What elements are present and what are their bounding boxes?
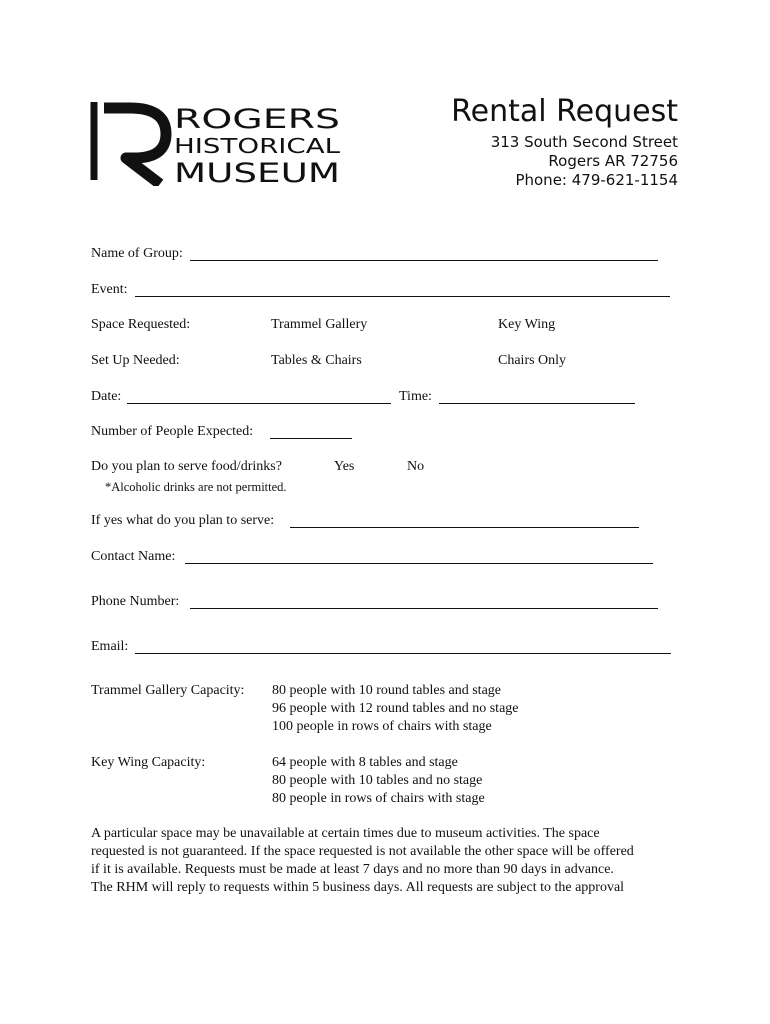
space-requested-label: Space Requested: bbox=[91, 317, 191, 332]
date-field[interactable] bbox=[127, 403, 391, 404]
food-drinks-label: Do you plan to serve food/drinks? bbox=[91, 459, 282, 474]
page-title: Rental Request bbox=[451, 94, 678, 129]
phone-number: Phone: 479-621-1154 bbox=[515, 171, 678, 189]
logo-r-mark bbox=[94, 102, 166, 184]
address-street: 313 South Second Street bbox=[490, 133, 678, 151]
policy-line: if it is available. Requests must be made at least 7 days and no more than 90 days in advance. bbox=[91, 862, 614, 877]
contact-name-field[interactable] bbox=[185, 563, 653, 564]
keywing-capacity-line: 80 people in rows of chairs with stage bbox=[272, 791, 485, 806]
phone-label: Phone Number: bbox=[91, 594, 180, 609]
serve-label: If yes what do you plan to serve: bbox=[91, 513, 275, 528]
event-field[interactable] bbox=[135, 296, 670, 297]
food-option-no[interactable]: No bbox=[407, 459, 425, 474]
time-field[interactable] bbox=[439, 403, 635, 404]
logo-line-3: MUSEUM bbox=[174, 158, 340, 186]
keywing-capacity-line: 64 people with 8 tables and stage bbox=[272, 755, 458, 770]
setup-option-tables[interactable]: Tables & Chairs bbox=[271, 353, 362, 368]
policy-line: requested is not guaranteed. If the space requested is not available the other space will be offered bbox=[91, 844, 634, 859]
logo-line-1: ROGERS bbox=[174, 104, 340, 135]
food-option-yes[interactable]: Yes bbox=[334, 459, 355, 474]
setup-label: Set Up Needed: bbox=[91, 353, 180, 368]
trammel-capacity-line: 80 people with 10 round tables and stage bbox=[272, 683, 502, 698]
people-expected-field[interactable] bbox=[270, 438, 352, 439]
keywing-capacity-line: 80 people with 10 tables and no stage bbox=[272, 773, 483, 788]
time-label: Time: bbox=[399, 389, 432, 404]
museum-logo bbox=[90, 100, 350, 186]
setup-option-chairs[interactable]: Chairs Only bbox=[498, 353, 567, 368]
email-label: Email: bbox=[91, 639, 129, 654]
group-name-field[interactable] bbox=[190, 260, 658, 261]
trammel-capacity-line: 96 people with 12 round tables and no stage bbox=[272, 701, 519, 716]
trammel-capacity-label: Trammel Gallery Capacity: bbox=[91, 683, 245, 698]
date-label: Date: bbox=[91, 389, 122, 404]
trammel-capacity-line: 100 people in rows of chairs with stage bbox=[272, 719, 492, 734]
space-option-trammel[interactable]: Trammel Gallery bbox=[271, 317, 368, 332]
group-name-label: Name of Group: bbox=[91, 246, 183, 261]
address-city: Rogers AR 72756 bbox=[548, 152, 678, 170]
contact-name-label: Contact Name: bbox=[91, 549, 176, 564]
logo-line-2: HISTORICAL bbox=[174, 134, 342, 158]
policy-line: A particular space may be unavailable at certain times due to museum activities. The space bbox=[91, 826, 600, 841]
event-label: Event: bbox=[91, 282, 128, 297]
phone-field[interactable] bbox=[190, 608, 658, 609]
alcohol-note: *Alcoholic drinks are not permitted. bbox=[105, 480, 287, 494]
people-expected-label: Number of People Expected: bbox=[91, 424, 254, 439]
email-field[interactable] bbox=[135, 653, 671, 654]
serve-field[interactable] bbox=[290, 527, 639, 528]
keywing-capacity-label: Key Wing Capacity: bbox=[91, 755, 206, 770]
space-option-keywing[interactable]: Key Wing bbox=[498, 317, 556, 332]
policy-line: The RHM will reply to requests within 5 business days. All requests are subject to the approval bbox=[91, 880, 625, 895]
